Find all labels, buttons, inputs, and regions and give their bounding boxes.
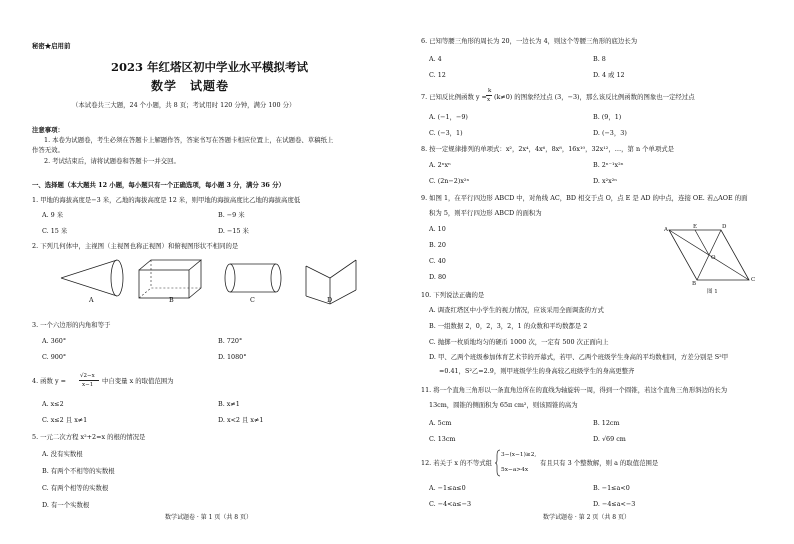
q4-option-a: A. x≤2 xyxy=(42,400,64,408)
q12-option-a: A. −1≤a≤0 xyxy=(429,484,466,492)
q6-option-d: D. 4 或 12 xyxy=(593,71,625,79)
q3-option-a: A. 360° xyxy=(42,337,67,345)
q1-option-b: B. −9 米 xyxy=(218,211,245,219)
exam-title: 2023 年红塔区初中学业水平模拟考试 xyxy=(111,60,309,74)
q9-option-a: A. 10 xyxy=(429,225,446,233)
right-page xyxy=(397,0,794,544)
q8-option-a: A. 2ⁿxⁿ xyxy=(429,161,451,169)
q6-option-c: C. 12 xyxy=(429,71,446,79)
q4-fraction-denominator: x−1 xyxy=(82,382,94,388)
q10-option-d: D. 甲、乙两个班级参加体育艺术节的开幕式，若甲、乙两个班级学生身高的平均数相同，方差分别是 S²甲 xyxy=(429,353,729,361)
q12-option-d: D. −4≤a<−3 xyxy=(593,500,636,508)
q1-option-d: D. −15 米 xyxy=(218,227,249,235)
q3-option-b: B. 720° xyxy=(218,337,243,345)
q9-option-b: B. 20 xyxy=(429,241,446,249)
notice-heading: 注意事项： xyxy=(32,126,64,134)
q5-option-d: D. 有一个实数根 xyxy=(42,501,90,509)
question-12-prefix: 12. 若关于 x 的不等式组 xyxy=(421,459,492,467)
q2-figure-label-d: D xyxy=(327,296,333,304)
question-10: 10. 下列说法正确的是 xyxy=(421,291,485,299)
q3-option-c: C. 900° xyxy=(42,353,67,361)
fig-caption: 图 1 xyxy=(707,289,718,295)
q1-option-a: A. 9 米 xyxy=(42,211,64,219)
secret-label: 秘密★启用前 xyxy=(32,42,71,50)
q4-option-c: C. x≤2 且 x≠1 xyxy=(42,416,88,424)
q12-option-c: C. −4<a≤−3 xyxy=(429,500,472,508)
q2-figure-label-c: C xyxy=(250,296,255,304)
q11-option-d: D. √69 cm xyxy=(593,435,626,443)
q1-option-c: C. 15 米 xyxy=(42,227,68,235)
q8-option-d: D. x²x²ⁿ xyxy=(593,177,618,185)
fig-label-c: C xyxy=(751,277,756,283)
q5-option-a: A. 没有实数根 xyxy=(42,450,83,458)
page-footer: 数学试题卷 · 第 1 页（共 8 页） xyxy=(165,514,252,521)
q8-option-c: C. (2n−2)x²ⁿ xyxy=(429,177,470,185)
q4-option-b: B. x≠1 xyxy=(218,400,240,408)
cone-figure xyxy=(55,256,135,304)
q12-inequality-2: 5x−a>4x xyxy=(501,467,529,473)
question-4-prefix: 4. 函数 y = xyxy=(32,377,66,385)
question-4-suffix: 中自变量 x 的取值范围为 xyxy=(102,377,174,385)
q7-option-c: C. (−3，1) xyxy=(429,129,463,137)
question-11: 11. 将一个直角三角形以一条直角边所在的直线为轴旋转一周，得到一个圆锥，若这个直角三角形斜边的长为 xyxy=(421,386,728,394)
q6-option-b: B. 8 xyxy=(593,55,606,63)
q12-inequality-1: 3−(x−1)≥2, xyxy=(501,452,537,458)
q7-fraction-denominator: x xyxy=(487,97,491,103)
question-2: 2. 下列几何体中，主视图（主视图也称正视图）和俯视图形状不相同的是 xyxy=(32,242,239,250)
question-6: 6. 已知等腰三角形的周长为 20，一边长为 4，则这个等腰三角形的底边长为 xyxy=(421,37,638,45)
fig-label-a: A xyxy=(664,227,668,233)
q12-option-b: B. −1≤a<0 xyxy=(593,484,630,492)
question-7-suffix: (k≠0) 的图象经过点 (3，−3)，那么该反比例函数的图象也一定经过点 xyxy=(494,93,695,101)
q10-option-d-cont: =0.41，S²乙=2.9，则甲班级学生的身高较乙班级学生的身高更整齐 xyxy=(439,367,635,375)
question-12-suffix: 有且只有 3 个整数解，则 a 的取值范围是 xyxy=(540,459,659,467)
page-footer-2: 数学试题卷 · 第 2 页（共 8 页） xyxy=(543,514,630,521)
question-5: 5. 一元二次方程 x²+2=x 的根的情况是 xyxy=(32,433,146,441)
q7-option-b: B. (9，1) xyxy=(593,113,622,121)
q11-option-c: C. 13cm xyxy=(429,435,456,443)
notice-2: 2. 考试结束后，请将试题卷和答题卡一并交回。 xyxy=(44,157,180,165)
cylinder-figure xyxy=(222,260,288,300)
q3-option-d: D. 1080° xyxy=(218,353,247,361)
q7-option-a: A. (−1，−9) xyxy=(429,113,468,121)
section-title: 一、选择题（本大题共 12 小题，每小题只有一个正确选项，每小题 3 分，满分 36 分） xyxy=(32,181,285,189)
q10-option-a: A. 调查红塔区中小学生的视力情况，应该采用全面调查的方式 xyxy=(429,306,604,314)
q5-option-c: C. 有两个相等的实数根 xyxy=(42,484,109,492)
notice-1: 1. 本卷为试题卷，考生必须在答题卡上解题作答，答案书写在答题卡相应位置上，在试题卷、草稿纸上 xyxy=(44,136,334,144)
fig-label-d: D xyxy=(722,224,727,230)
question-11-cont: 13cm，圆锥的侧面积为 65π cm²，则该圆锥的高为 xyxy=(429,401,578,409)
question-8: 8. 按一定规律排列的单项式：x²，2x⁴，4x⁶，8x⁸，16x¹⁰，32x¹²，…，第 n 个单项式是 xyxy=(421,145,675,153)
q4-fraction-numerator: √2−x xyxy=(80,373,95,379)
q6-option-a: A. 4 xyxy=(429,55,442,63)
question-1: 1. 甲地的海拔高度是−3 米，乙地的海拔高度是 12 米，则甲地的海拔高度比乙地的海拔高度低 xyxy=(32,196,301,204)
question-3: 3. 一个六边形的内角和等于 xyxy=(32,321,111,329)
q2-figure-label-a: A xyxy=(89,296,94,304)
q10-option-c: C. 抛掷一枚质地均匀的硬币 1000 次，一定有 500 次正面向上 xyxy=(429,338,609,346)
q9-option-c: C. 40 xyxy=(429,257,446,265)
q9-option-d: D. 80 xyxy=(429,273,447,281)
q11-option-a: A. 5cm xyxy=(429,419,452,427)
fig-label-o: O xyxy=(711,255,716,261)
q10-option-b: B. 一组数据 2，0，2，3，2，1 的众数和平均数都是 2 xyxy=(429,322,588,330)
question-9-cont: 积为 5，则平行四边形 ABCD 的面积为 xyxy=(429,209,542,217)
q7-fraction-numerator: k xyxy=(488,88,492,94)
q4-option-d: D. x<2 且 x≠1 xyxy=(218,416,264,424)
q7-option-d: D. (−3，3) xyxy=(593,129,627,137)
exam-subject: 数学 试题卷 xyxy=(151,79,230,93)
question-9: 9. 如图 1，在平行四边形 ABCD 中，对角线 AC，BD 相交于点 O，点 E 是 AD 的中点，连接 OE. 若△AOE 的面 xyxy=(421,194,748,202)
question-7-prefix: 7. 已知反比例函数 y = xyxy=(421,93,487,101)
fig-label-e: E xyxy=(693,224,698,230)
exam-info: （本试卷共三大题，24 个小题，共 8 页；考试用时 120 分钟，满分 100 分） xyxy=(72,101,296,109)
q8-option-b: B. 2ⁿ⁻¹x²ⁿ xyxy=(593,161,624,169)
q2-figure-label-b: B xyxy=(169,296,174,304)
notice-1-cont: 作答无效。 xyxy=(32,146,64,154)
fig-label-b: B xyxy=(692,281,697,287)
q5-option-b: B. 有两个不相等的实数根 xyxy=(42,467,115,475)
q11-option-b: B. 12cm xyxy=(593,419,620,427)
